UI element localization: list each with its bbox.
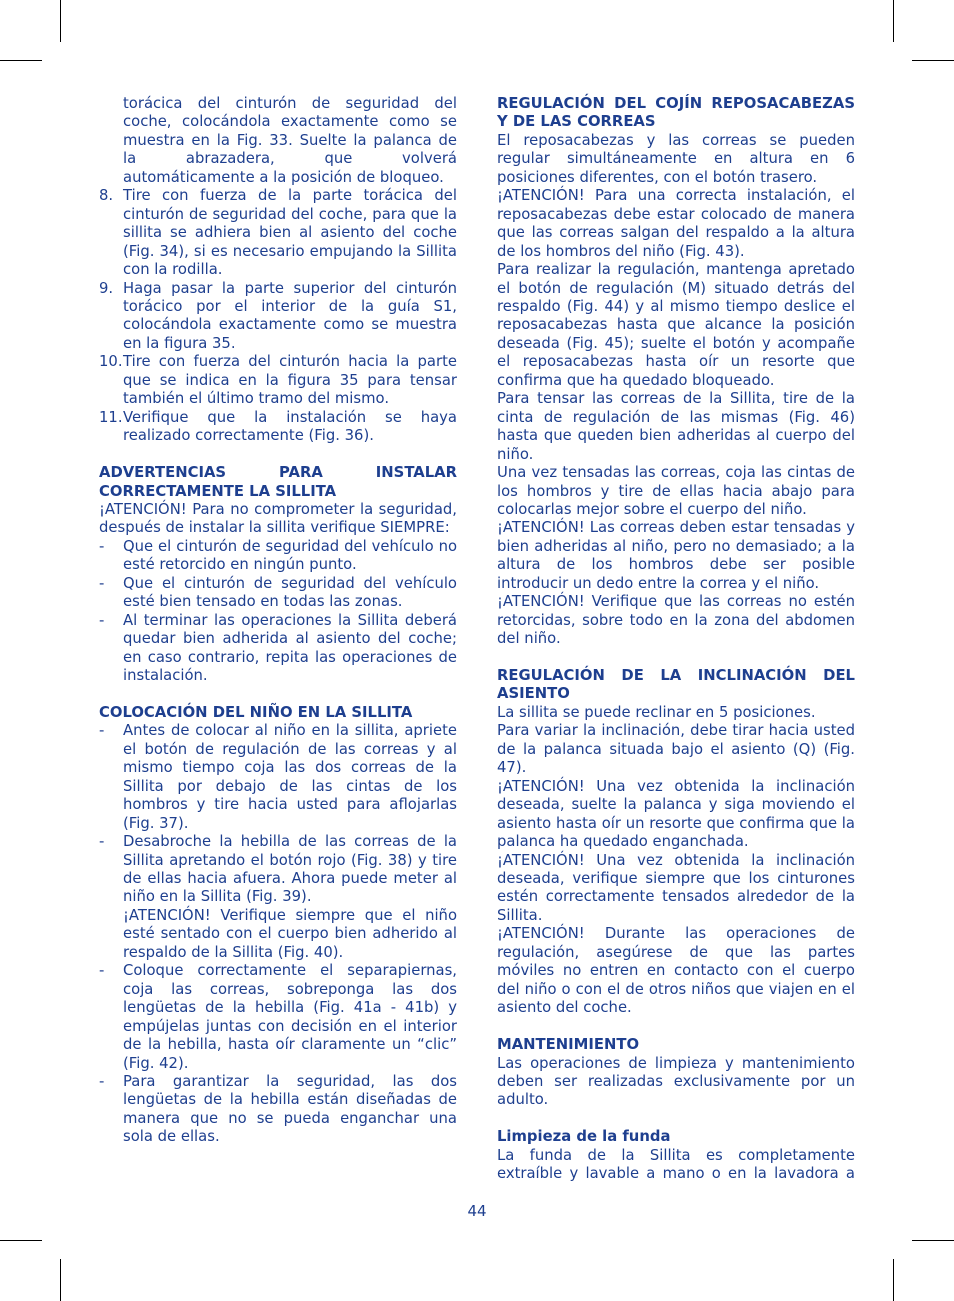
- section-heading: ASIENTO: [497, 685, 570, 703]
- paragraph: La sillita se puede reclinar en 5 posiciones.: [497, 703, 816, 721]
- crop-mark: [893, 1259, 894, 1301]
- list-item: - Antes de colocar al niño en la sillita, apriete el botón de regulación de las correas y al mismo tiempo coja las dos correas de la Sillita por debajo de las cintas de los hombros y tire hacia usted para aflojarlas (Fig. 37).: [99, 722, 457, 832]
- paragraph: Una vez tensadas las correas, coja las cintas de los hombros y tire de ellas hacia abajo para colocarlas mejor sobre el cuerpo del niño.: [497, 464, 855, 518]
- paragraph: ¡ATENCIÓN! Verifique que las correas no estén retorcidas, sobre todo en la zona del abdomen del niño.: [497, 593, 855, 648]
- left-column: [99, 95, 457, 1147]
- crop-mark: [60, 0, 61, 42]
- paragraph: ¡ATENCIÓN! Para no comprometer la seguridad, después de instalar la sillita verifique SIEMPRE:: [99, 500, 457, 537]
- crop-mark: [0, 1240, 42, 1241]
- list-item: 8. Tire con fuerza de la parte torácica del cinturón de seguridad del coche, para que la sillita se adhiera bien al asiento del coche (Fig. 34), si es necesario empujando la Sillita con la rodilla.: [99, 187, 457, 279]
- subsection-heading: Limpieza de la funda: [497, 1128, 671, 1146]
- paragraph: Las operaciones de limpieza y mantenimiento deben ser realizadas exclusivamente por un adulto.: [497, 1054, 855, 1109]
- paragraph: ¡ATENCIÓN! Las correas deben estar tensadas y bien adheridas al niño, pero no demasiado; a la altura de los hombros debe ser posible introducir un dedo entre la correa y el niño.: [497, 519, 855, 592]
- intro-continuation: torácica del cinturón de seguridad del coche, colocándola exactamente como se muestra en la Fig. 33. Suelte la palanca de la abrazadera, que volverá automáticamente a la posición de bloqueo.: [123, 95, 457, 186]
- section-heading: CORRECTAMENTE LA SILLITA: [99, 482, 337, 500]
- list-item: - Que el cinturón de seguridad del vehículo no esté retorcido en ningún punto.: [99, 537, 457, 574]
- section-heading: REGULACIÓN DEL COJÍN REPOSACABEZAS Y DE LAS CORREAS: [497, 95, 855, 131]
- list-item: - Al terminar las operaciones la Sillita deberá quedar bien adherida al asiento del coche; en caso contrario, repita las operaciones de instalación.: [99, 611, 457, 685]
- list-item: 11. Verifique que la instalación se haya realizado correctamente (Fig. 36).: [99, 408, 457, 445]
- paragraph: ¡ATENCIÓN! Una vez obtenida la inclinación deseada, suelte la palanca y siga moviendo el asiento hasta oír un resorte que confirma que la palanca ha quedado enganchada.: [497, 777, 855, 851]
- paragraph: ¡ATENCIÓN! Para una correcta instalación, el reposacabezas debe estar colocado de manera que las correas salgan del respaldo a la altura de los hombros del niño (Fig. 43).: [497, 187, 855, 260]
- crop-mark: [893, 0, 894, 42]
- paragraph: Para tensar las correas de la Sillita, tire de la cinta de regulación de las mismas (Fig. 46) hasta que queden bien adheridas al cuerpo del niño.: [497, 390, 855, 463]
- paragraph: Para realizar la regulación, mantenga apretado el botón de regulación (M) situado detrás del respaldo (Fig. 44) y al mismo tiempo deslice el reposacabezas hasta que alcance la posición deseada (Fig. 45); suelte el botón y acompañe el reposacabezas hasta oír un resorte que confirma que ha quedado bloqueado.: [497, 261, 855, 389]
- list-item: - Coloque correctamente el separapiernas, coja las correas, sobreponga las dos lengüetas de la hebilla (Fig. 41a - 41b) y empújelas juntas con decisión en el interior de la hebilla, hasta oír claramente un “clic” (Fig. 42).: [99, 962, 457, 1072]
- paragraph: Para variar la inclinación, debe tirar hacia usted de la palanca situada bajo el asiento (Q) (Fig. 47).: [497, 722, 855, 777]
- paragraph: ¡ATENCIÓN! Una vez obtenida la inclinación deseada, verifique siempre que los cinturones estén correctamente tensados alrededor de la Sillita.: [497, 851, 855, 924]
- right-column: [497, 95, 855, 1184]
- section-heading: ADVERTENCIAS PARA INSTALAR: [99, 464, 457, 482]
- list-item: - Desabroche la hebilla de las correas de la Sillita apretando el botón rojo (Fig. 38) y tire de ellas hacia afuera. Ahora puede meter al niño en la Sillita (Fig. 39).: [99, 833, 457, 906]
- section-heading: MANTENIMIENTO: [497, 1036, 640, 1054]
- paragraph: ¡ATENCIÓN! Durante las operaciones de regulación, asegúrese de que las partes móviles no entren en contacto con el cuerpo del niño o con el de otros niños que viajen en el asiento del coche.: [497, 925, 855, 1017]
- paragraph: La funda de la Sillita es completamente extraíble y lavable a mano o en la lavadora a: [497, 1146, 855, 1183]
- section-heading: COLOCACIÓN DEL NIÑO EN LA SILLITA: [99, 703, 413, 721]
- list-item: - Para garantizar la seguridad, las dos lengüetas de la hebilla están diseñadas de manera que no se pueda enganchar una sola de ellas.: [99, 1072, 457, 1146]
- crop-mark: [912, 1240, 954, 1241]
- list-item: 9. Haga pasar la parte superior del cinturón torácico por el interior de la guía S1, colocándola exactamente como se muestra en la figura 35.: [99, 279, 457, 352]
- paragraph: El reposacabezas y las correas se pueden regular simultáneamente en altura en 6 posiciones diferentes, con el botón trasero.: [497, 131, 855, 186]
- crop-mark: [912, 60, 954, 61]
- section-heading: REGULACIÓN DE LA INCLINACIÓN DEL: [497, 667, 855, 685]
- page-number: 44: [467, 1202, 487, 1220]
- attention-note: ¡ATENCIÓN! Verifique siempre que el niño esté sentado con el cuerpo bien adherido al respaldo de la Sillita (Fig. 40).: [123, 906, 457, 961]
- crop-mark: [0, 60, 42, 61]
- crop-mark: [60, 1259, 61, 1301]
- list-item: - Que el cinturón de seguridad del vehículo esté bien tensado en todas las zonas.: [99, 574, 457, 611]
- list-item: 10. Tire con fuerza del cinturón hacia la parte que se indica en la figura 35 para tensar también el último tramo del mismo.: [99, 353, 457, 408]
